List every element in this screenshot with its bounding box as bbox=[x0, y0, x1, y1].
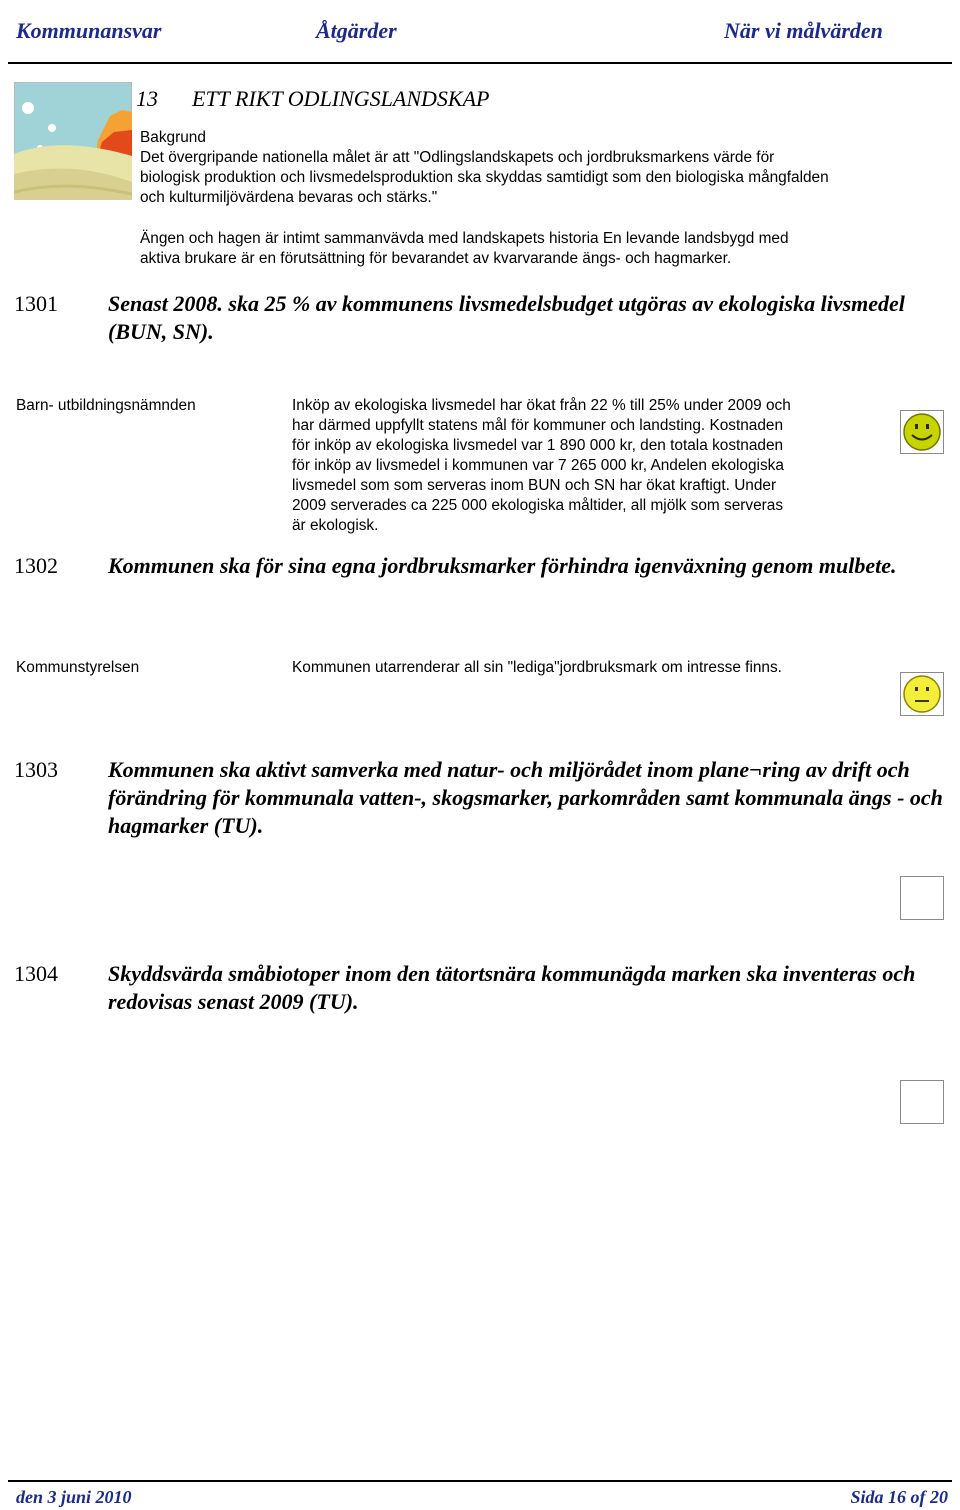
note-line: 2009 serverades ca 225 000 ekologiska måltider, all mjölk som serveras bbox=[292, 497, 784, 514]
goal-number: 1301 bbox=[14, 291, 58, 316]
landscape-logo-icon bbox=[14, 82, 132, 200]
note-line: Kommunen utarrenderar all sin "lediga"jordbruksmark om intresse finns. bbox=[292, 659, 782, 676]
note-line: för inköp av ekologiska livsmedel var 1 890 000 kr, den totala kostnaden bbox=[292, 437, 784, 454]
background-line: och kulturmiljövärdena bevaras och stärks." bbox=[140, 189, 438, 206]
note-line: Inköp av ekologiska livsmedel har ökat från 22 % till 25% under 2009 och bbox=[292, 397, 791, 414]
section-heading: ETT RIKT ODLINGSLANDSKAP bbox=[192, 86, 490, 111]
background-line: biologisk produktion och livsmedelsproduktion ska skyddas samtidigt som den biologiska mångfalden bbox=[140, 169, 829, 186]
background-text bbox=[140, 128, 829, 208]
section-title bbox=[136, 86, 489, 112]
goal-number: 1303 bbox=[14, 757, 58, 782]
header-col-malvarden: När vi målvärden bbox=[724, 18, 883, 43]
empty-status-box-icon bbox=[900, 1080, 944, 1124]
goal-text: Kommunen ska aktivt samverka med natur- och miljörådet inom plane¬ring av drift och förändring för kommunala vatten-, skogsmarker, parkområden samt kommunala ängs - och hagmarker (TU). bbox=[108, 757, 943, 838]
goal-text: Kommunen ska för sina egna jordbruksmarker förhindra igenväxning genom mulbete. bbox=[108, 553, 897, 578]
note-line: har därmed uppfyllt statens mål för kommuner och landsting. Kostnaden bbox=[292, 417, 784, 434]
goal-responsible: Barn- utbildningsnämnden bbox=[16, 397, 196, 414]
happy-face-icon bbox=[900, 410, 944, 454]
intro-line: aktiva brukare är en förutsättning för bevarandet av kvarvarande ängs- och hagmarker. bbox=[140, 250, 732, 267]
goal-text: Skyddsvärda småbiotoper inom den tätortsnära kommunägda marken ska inventeras och redovisas senast 2009 (TU). bbox=[108, 961, 916, 1014]
header-rule bbox=[8, 62, 952, 64]
note-line: livsmedel som som serveras inom BUN och SN har ökat kraftigt. Under bbox=[292, 477, 777, 494]
background-label: Bakgrund bbox=[140, 129, 206, 146]
intro-line: Ängen och hagen är intimt sammanvävda med landskapets historia En levande landsbygd med bbox=[140, 230, 789, 247]
goal-note bbox=[292, 658, 862, 678]
header-col-atgarder: Åtgärder bbox=[316, 18, 397, 43]
intro-text bbox=[140, 229, 789, 269]
page-header bbox=[0, 0, 960, 62]
section-number: 13 bbox=[136, 86, 158, 111]
goal-note bbox=[292, 396, 862, 536]
header-col-kommunansvar: Kommunansvar bbox=[16, 18, 162, 43]
footer-rule bbox=[8, 1480, 952, 1482]
goal-text: Senast 2008. ska 25 % av kommunens livsmedelsbudget utgöras av ekologiska livsmedel (BUN, SN). bbox=[108, 291, 905, 344]
goal-responsible: Kommunstyrelsen bbox=[16, 659, 140, 676]
neutral-face-icon bbox=[900, 672, 944, 716]
goal-number: 1302 bbox=[14, 553, 58, 578]
note-line: för inköp av livsmedel i kommunen var 7 265 000 kr, Andelen ekologiska bbox=[292, 457, 784, 474]
background-line: Det övergripande nationella målet är att "Odlingslandskapets och jordbruksmarkens värde för bbox=[140, 149, 775, 166]
note-line: är ekologisk. bbox=[292, 517, 379, 534]
footer-page-number: Sida 16 of 20 bbox=[850, 1487, 948, 1507]
goal-number: 1304 bbox=[14, 961, 58, 986]
footer-date: den 3 juni 2010 bbox=[16, 1487, 132, 1507]
empty-status-box-icon bbox=[900, 876, 944, 920]
